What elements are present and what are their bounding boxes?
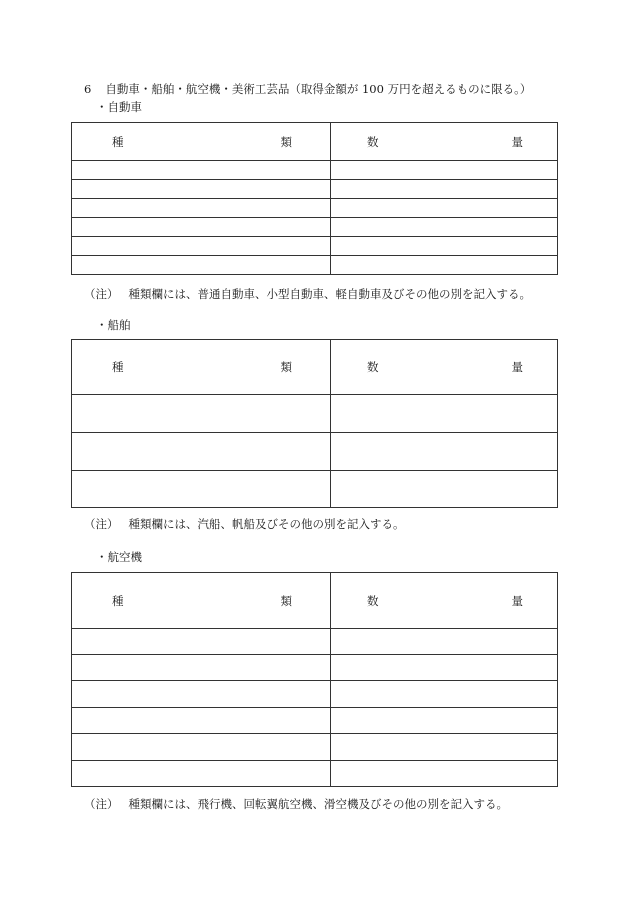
quantity-cell[interactable] [331,734,558,761]
section-number: 6 [84,82,92,96]
type-cell[interactable] [72,180,331,199]
automobile-label: ・自動車 [96,100,142,114]
type-cell[interactable] [72,237,331,256]
quantity-cell[interactable] [331,681,558,708]
table-row [72,180,558,199]
table-row [72,237,558,256]
type-column-header: 種 類 [72,123,331,161]
type-cell[interactable] [72,218,331,237]
quantity-column-header: 数 量 [331,340,558,395]
table-row [72,708,558,734]
table-header-row [72,573,558,629]
quantity-cell[interactable] [331,161,558,180]
quantity-cell[interactable] [331,655,558,681]
table-row [72,471,558,508]
type-cell[interactable] [72,161,331,180]
quantity-cell[interactable] [331,433,558,471]
quantity-cell[interactable] [331,199,558,218]
quantity-cell[interactable] [331,761,558,787]
table-row [72,761,558,787]
aircraft-table [71,572,558,787]
ship-table [71,339,558,508]
table-row [72,395,558,433]
note-text: 種類欄には、普通自動車、小型自動車、軽自動車及びその他の別を記入する。 [128,287,531,301]
quantity-cell[interactable] [331,629,558,655]
table-row [72,734,558,761]
automobile-table [71,122,558,275]
type-cell[interactable] [72,256,331,275]
note-prefix: （注） [84,287,119,301]
type-column-header: 種 類 [72,573,331,629]
quantity-cell[interactable] [331,256,558,275]
quantity-cell[interactable] [331,218,558,237]
note-prefix: （注） [84,797,119,811]
type-cell[interactable] [72,681,331,708]
type-cell[interactable] [72,433,331,471]
aircraft-note [84,797,508,811]
automobile-note [84,287,531,301]
type-cell[interactable] [72,655,331,681]
type-cell[interactable] [72,761,331,787]
note-text: 種類欄には、飛行機、回転翼航空機、滑空機及びその他の別を記入する。 [128,797,508,811]
quantity-cell[interactable] [331,237,558,256]
table-row [72,218,558,237]
table-row [72,199,558,218]
aircraft-label: ・航空機 [96,550,142,564]
table-row [72,655,558,681]
quantity-column-header: 数 量 [331,573,558,629]
table-row [72,433,558,471]
quantity-cell[interactable] [331,180,558,199]
type-cell[interactable] [72,629,331,655]
quantity-cell[interactable] [331,471,558,508]
quantity-cell[interactable] [331,395,558,433]
table-header-row [72,123,558,161]
note-text: 種類欄には、汽船、帆船及びその他の別を記入する。 [128,517,405,531]
type-cell[interactable] [72,734,331,761]
quantity-cell[interactable] [331,708,558,734]
table-row [72,256,558,275]
section-heading [84,82,531,96]
ship-label: ・船舶 [96,318,131,332]
table-row [72,629,558,655]
section-title: 自動車・船舶・航空機・美術工芸品（取得金額が 100 万円を超えるものに限る。） [105,82,532,96]
ship-note [84,517,405,531]
table-header-row [72,340,558,395]
type-cell[interactable] [72,708,331,734]
type-cell[interactable] [72,199,331,218]
type-cell[interactable] [72,471,331,508]
note-prefix: （注） [84,517,119,531]
type-cell[interactable] [72,395,331,433]
table-row [72,161,558,180]
table-row [72,681,558,708]
quantity-column-header: 数 量 [331,123,558,161]
type-column-header: 種 類 [72,340,331,395]
